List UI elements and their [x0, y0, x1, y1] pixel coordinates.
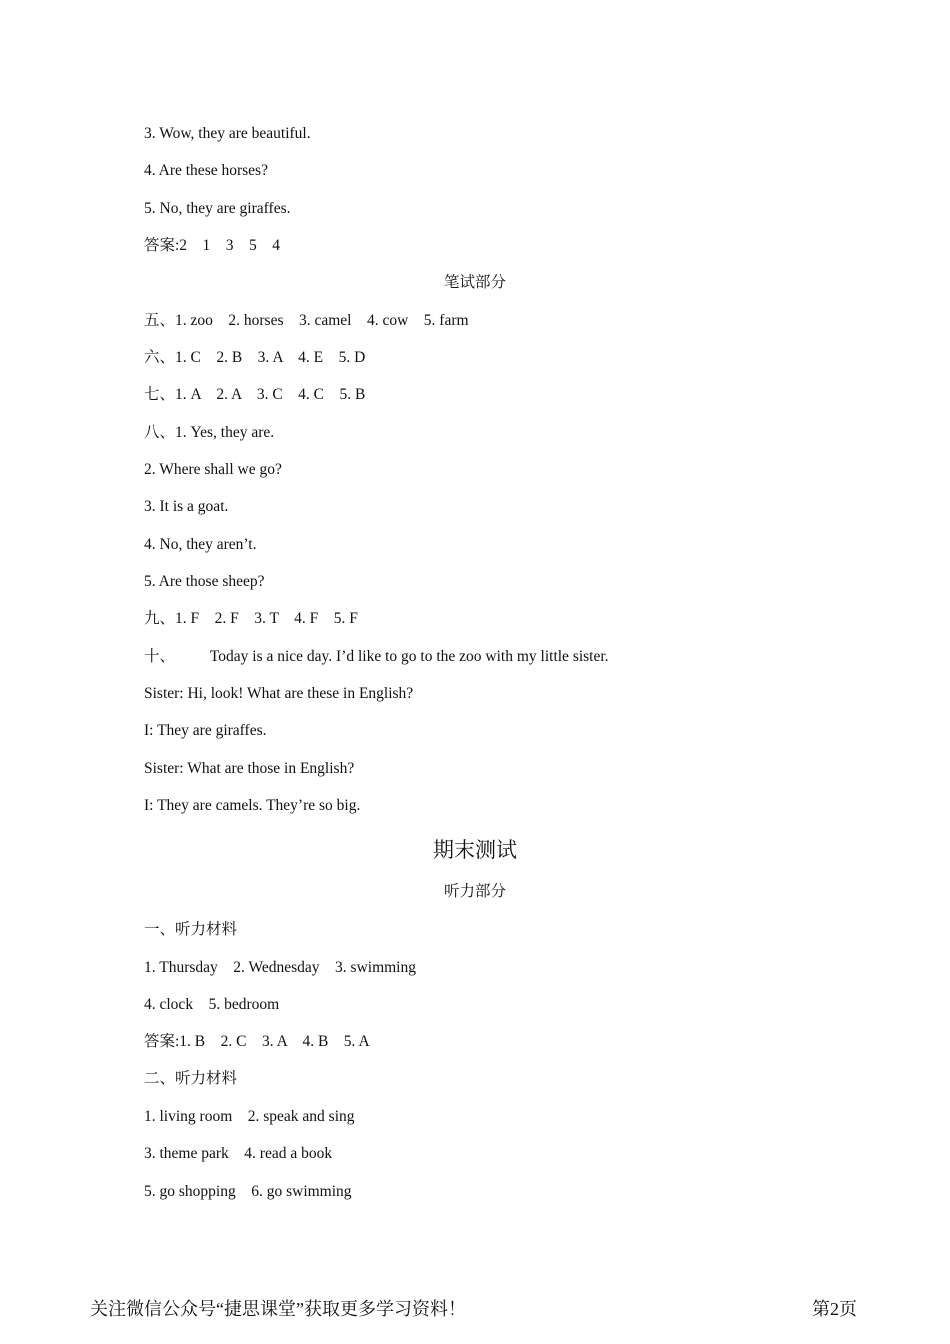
text-line: 3. It is a goat.	[144, 498, 229, 515]
essay-line: I: They are camels. They’re so big.	[144, 797, 361, 814]
text-line: 4. clock 5. bedroom	[144, 996, 280, 1013]
essay-line: Sister: What are those in English?	[144, 760, 355, 777]
essay-line: Sister: Hi, look! What are these in English?	[144, 685, 414, 702]
text-line: 二、听力材料	[144, 1070, 238, 1087]
text-line: 一、听力材料	[144, 921, 238, 938]
text-line: 4. No, they aren’t.	[144, 536, 257, 553]
text-line: 4. Are these horses?	[144, 162, 268, 179]
text-line: 5. go shopping 6. go swimming	[144, 1183, 352, 1200]
answer-line: 五、1. zoo 2. horses 3. camel 4. cow 5. farm	[144, 312, 469, 329]
essay-line: I: They are giraffes.	[144, 722, 267, 739]
answer-line: 九、1. F 2. F 3. T 4. F 5. F	[144, 610, 358, 627]
section-heading-written: 笔试部分	[443, 274, 506, 291]
footer-promo: 关注微信公众号“捷思课堂”获取更多学习资料！	[90, 1299, 466, 1319]
answer-line: 七、1. A 2. A 3. C 4. C 5. B	[144, 386, 366, 403]
text-line: 1. Thursday 2. Wednesday 3. swimming	[144, 959, 416, 976]
text-line: 2. Where shall we go?	[144, 461, 282, 478]
answer-line: 六、1. C 2. B 3. A 4. E 5. D	[144, 349, 366, 366]
answer-line: 答案:1. B 2. C 3. A 4. B 5. A	[144, 1033, 370, 1050]
answer-line: 八、1. Yes, they are.	[144, 424, 275, 441]
text-line: 1. living room 2. speak and sing	[144, 1108, 355, 1125]
answer-line: 答案:2 1 3 5 4	[144, 237, 281, 254]
section-heading-listening: 听力部分	[443, 883, 506, 900]
text-line: 3. theme park 4. read a book	[144, 1145, 333, 1162]
essay-line: 十、 Today is a nice day. I’d like to go to the zoo with my little sister.	[144, 648, 609, 665]
final-test-title: 期末测试	[433, 838, 517, 862]
text-line: 5. No, they are giraffes.	[144, 200, 291, 217]
text-line: 5. Are those sheep?	[144, 573, 265, 590]
page-number: 第2页	[812, 1299, 857, 1319]
text-line: 3. Wow, they are beautiful.	[144, 125, 311, 142]
